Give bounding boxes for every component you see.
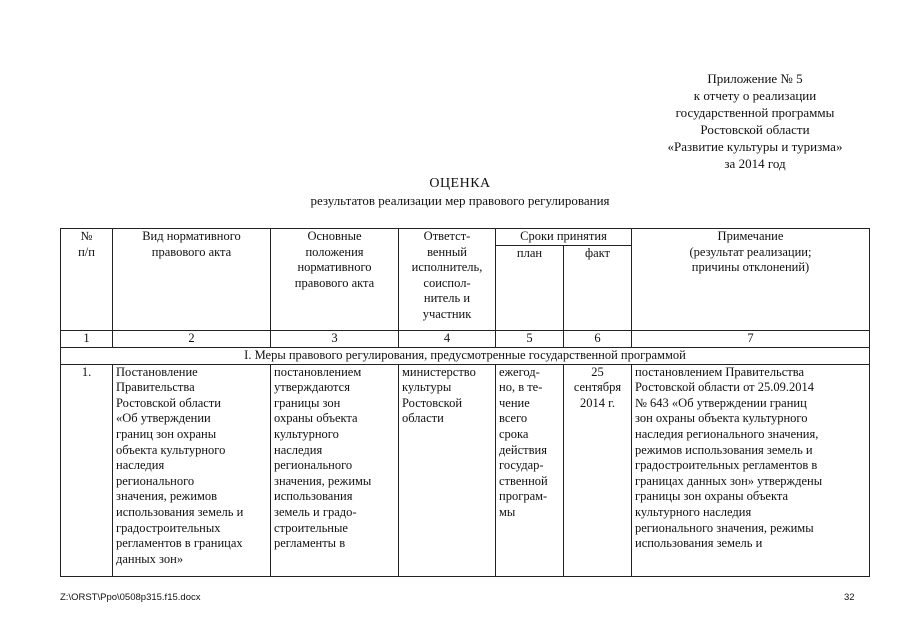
header-act-type: Вид нормативного правового акта — [113, 229, 271, 331]
title-heading: ОЦЕНКА — [429, 176, 491, 191]
appendix-line: «Развитие культуры и туризма» — [667, 139, 843, 154]
header-plan: план — [496, 245, 564, 330]
column-number: 5 — [496, 330, 564, 347]
column-number: 1 — [61, 330, 113, 347]
row-provisions: постановлением утверждаются границы зон охраны объекта культурного наследия регионального значения, режимы использования земель и градо- строительные регламенты в — [271, 364, 399, 576]
row-number: 1. — [61, 364, 113, 576]
footer-page-number: 32 — [844, 592, 855, 603]
title-subheading: результатов реализации мер правового регулирования — [310, 193, 610, 208]
header-adoption-dates: Сроки принятия — [496, 229, 632, 246]
document-title — [220, 175, 700, 209]
row-act: Постановление Правительства Ростовской области «Об утверждении границ зон охраны объекта культурного наследия регионального значения, режимов использования земель и градостроительных регламентов в границах данных зон» — [113, 364, 271, 576]
header-executor: Ответст- венный исполнитель, соиспол- нитель и участник — [399, 229, 496, 331]
row-note: постановлением Правительства Ростовской области от 25.09.2014 № 643 «Об утверждении границ зон охраны объекта культурного наследия регионального значения, режимов использования земель и градостроительных регламентов в границах данных зон» утверждены границы зон охраны объекта культурного наследия регионального значения, режимы использования земель и — [632, 364, 870, 576]
column-number-row — [61, 330, 870, 347]
appendix-line: Приложение № 5 — [707, 71, 803, 86]
header-provisions: Основные положения нормативного правового акта — [271, 229, 399, 331]
column-number: 3 — [271, 330, 399, 347]
appendix-line: государственной программы — [675, 105, 835, 120]
section-title: I. Меры правового регулирования, предусмотренные государственной программой — [61, 347, 870, 364]
appendix-line: к отчету о реализации — [693, 88, 817, 103]
row-executor: министерство культуры Ростовской области — [399, 364, 496, 576]
header-number: № п/п — [61, 229, 113, 331]
section-row — [61, 347, 870, 364]
header-fact: факт — [564, 245, 632, 330]
table-row — [61, 364, 870, 576]
column-number: 4 — [399, 330, 496, 347]
row-fact: 25 сентября 2014 г. — [564, 364, 632, 576]
regulation-table — [60, 228, 870, 577]
appendix-line: Ростовской области — [700, 122, 810, 137]
appendix-line: за 2014 год — [724, 156, 786, 171]
column-number: 6 — [564, 330, 632, 347]
header-note: Примечание (результат реализации; причины отклонений) — [632, 229, 870, 331]
footer-file-path: Z:\ORST\Ppo\0508p315.f15.docx — [60, 592, 201, 603]
appendix-header — [630, 70, 880, 172]
column-number: 2 — [113, 330, 271, 347]
row-plan: ежегод- но, в те- чение всего срока действия государ- ственной програм- мы — [496, 364, 564, 576]
column-number: 7 — [632, 330, 870, 347]
header-row — [61, 229, 870, 246]
